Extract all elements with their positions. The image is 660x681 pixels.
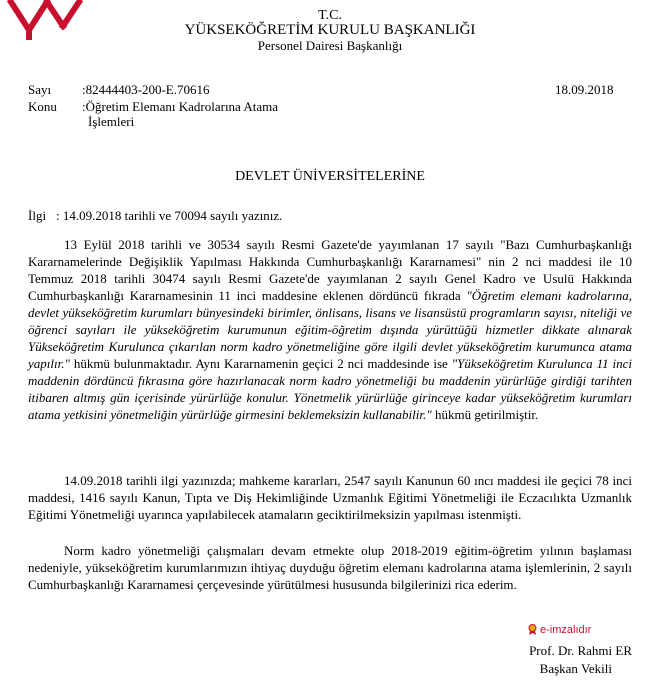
paragraph-2: 14.09.2018 tarihli ilgi yazınızda; mahkeme kararları, 2547 sayılı Kanunun 60 ıncı maddesi ile geçici 78 inci maddesi, 1416 sayılı Kanun, Tıpta ve Diş Hekimliğinde Uzmanlık Eğitimi Yönetmeliği ile Eczacılıkta Uzmanlık Eğitimi Yönetmeliği uyarınca yapılabilecek atamaların geciktirilmeksizin yapılması istenmişti. (28, 473, 632, 522)
paragraph-1-text-c: hükmü getirilmiştir. (431, 407, 539, 422)
konu-label: Konu (28, 99, 57, 114)
paragraph-1-quote-a: "Öğretim elemanı kadrolarına, devlet yükseköğretim kurumları bünyesindeki birimler, önlisans, lisans ve lisansüstü programların sayısı, niteliği ve öğrenci sayıları ile yükseköğretim kurumunun eğitim-öğretim dışında yürüttüğü hizmetler dikkate alınarak Yükseköğretim Kurulunca çıkarılan norm kadro yönetmeliğine göre ilgili devlet yükseköğretim kurumunca atama yapılır." (28, 288, 632, 371)
konu-value-line2: İşlemleri (88, 114, 135, 129)
document-date: 18.09.2018 (555, 82, 614, 97)
konu-value-line1: :Öğretim Elemanı Kadrolarına Atama (82, 99, 279, 114)
ilgi-value: : 14.09.2018 tarihli ve 70094 sayılı yazınız. (56, 208, 283, 223)
e-signature-stamp (528, 624, 591, 636)
recipient-address: DEVLET ÜNİVERSİTELERİNE (235, 169, 425, 184)
signatory-name: Prof. Dr. Rahmi ER (529, 643, 632, 658)
header-tc: T.C. (318, 8, 342, 23)
signatory-title: Başkan Vekili (539, 661, 612, 676)
paragraph-1-quote-b: "Yükseköğretim Kurulunca 11 inci maddenin dördüncü fıkrasına göre hazırlanacak norm kadro yönetmeliği bu maddenin yürürlüğe girdiği tarihten itibaren altmış gün içerisinde yürürlüğe konulur. Yönetmelik yürürlüğe girinceye kadar yükseköğretim kurumları atama yetkisini yönetmeliğin yürürlüğe girmesini beklemeksizin kullanabilir." (28, 356, 632, 422)
sayi-value: :82444403-200-E.70616 (82, 82, 210, 97)
paragraph-1-text-a: 13 Eylül 2018 tarihli ve 30534 sayılı Resmi Gazete'de yayımlanan 17 sayılı "Bazı Cumhurbaşkanlığı Kararnamelerinde Değişiklik Yapılması Hakkında Cumhurbaşkanlığı Kararnamesi" nin 2 nci maddesi ile 10 Temmuz 2018 tarihli 30474 sayılı Resmi Gazete'de yayımlanan 2 sayılı Genel Kadro ve Usulü Hakkında Cumhurbaşkanlığı Kararnamesinin 11 inci maddesine eklenen dördüncü fıkrada (28, 237, 632, 303)
paragraph-1 (28, 236, 632, 423)
paragraph-3: Norm kadro yönetmeliği çalışmaları devam etmekte olup 2018-2019 eğitim-öğretim yılının başlaması nedeniyle, yükseköğretim kurumlarımızın ihtiyaç duyduğu öğretim elemanı kadrolarına atama işlemlerinin, 2 sayılı Cumhurbaşkanlığı Kararnamesi çerçevesinde yürütülmesi hususunda bilgilerinizi rica ederim. (28, 543, 632, 592)
header-institution: YÜKSEKÖĞRETİM KURULU BAŞKANLIĞI (184, 22, 476, 38)
e-signature-label: e-imzalıdır (540, 624, 592, 636)
header-department: Personel Dairesi Başkanlığı (257, 38, 403, 53)
seal-icon (528, 624, 537, 635)
sayi-label: Sayı (28, 82, 52, 97)
paragraph-1-text-b: hükmü bulunmaktadır. Aynı Kararnamenin geçici 2 nci maddesinde ise (69, 356, 452, 371)
ilgi-label: İlgi (28, 208, 47, 223)
